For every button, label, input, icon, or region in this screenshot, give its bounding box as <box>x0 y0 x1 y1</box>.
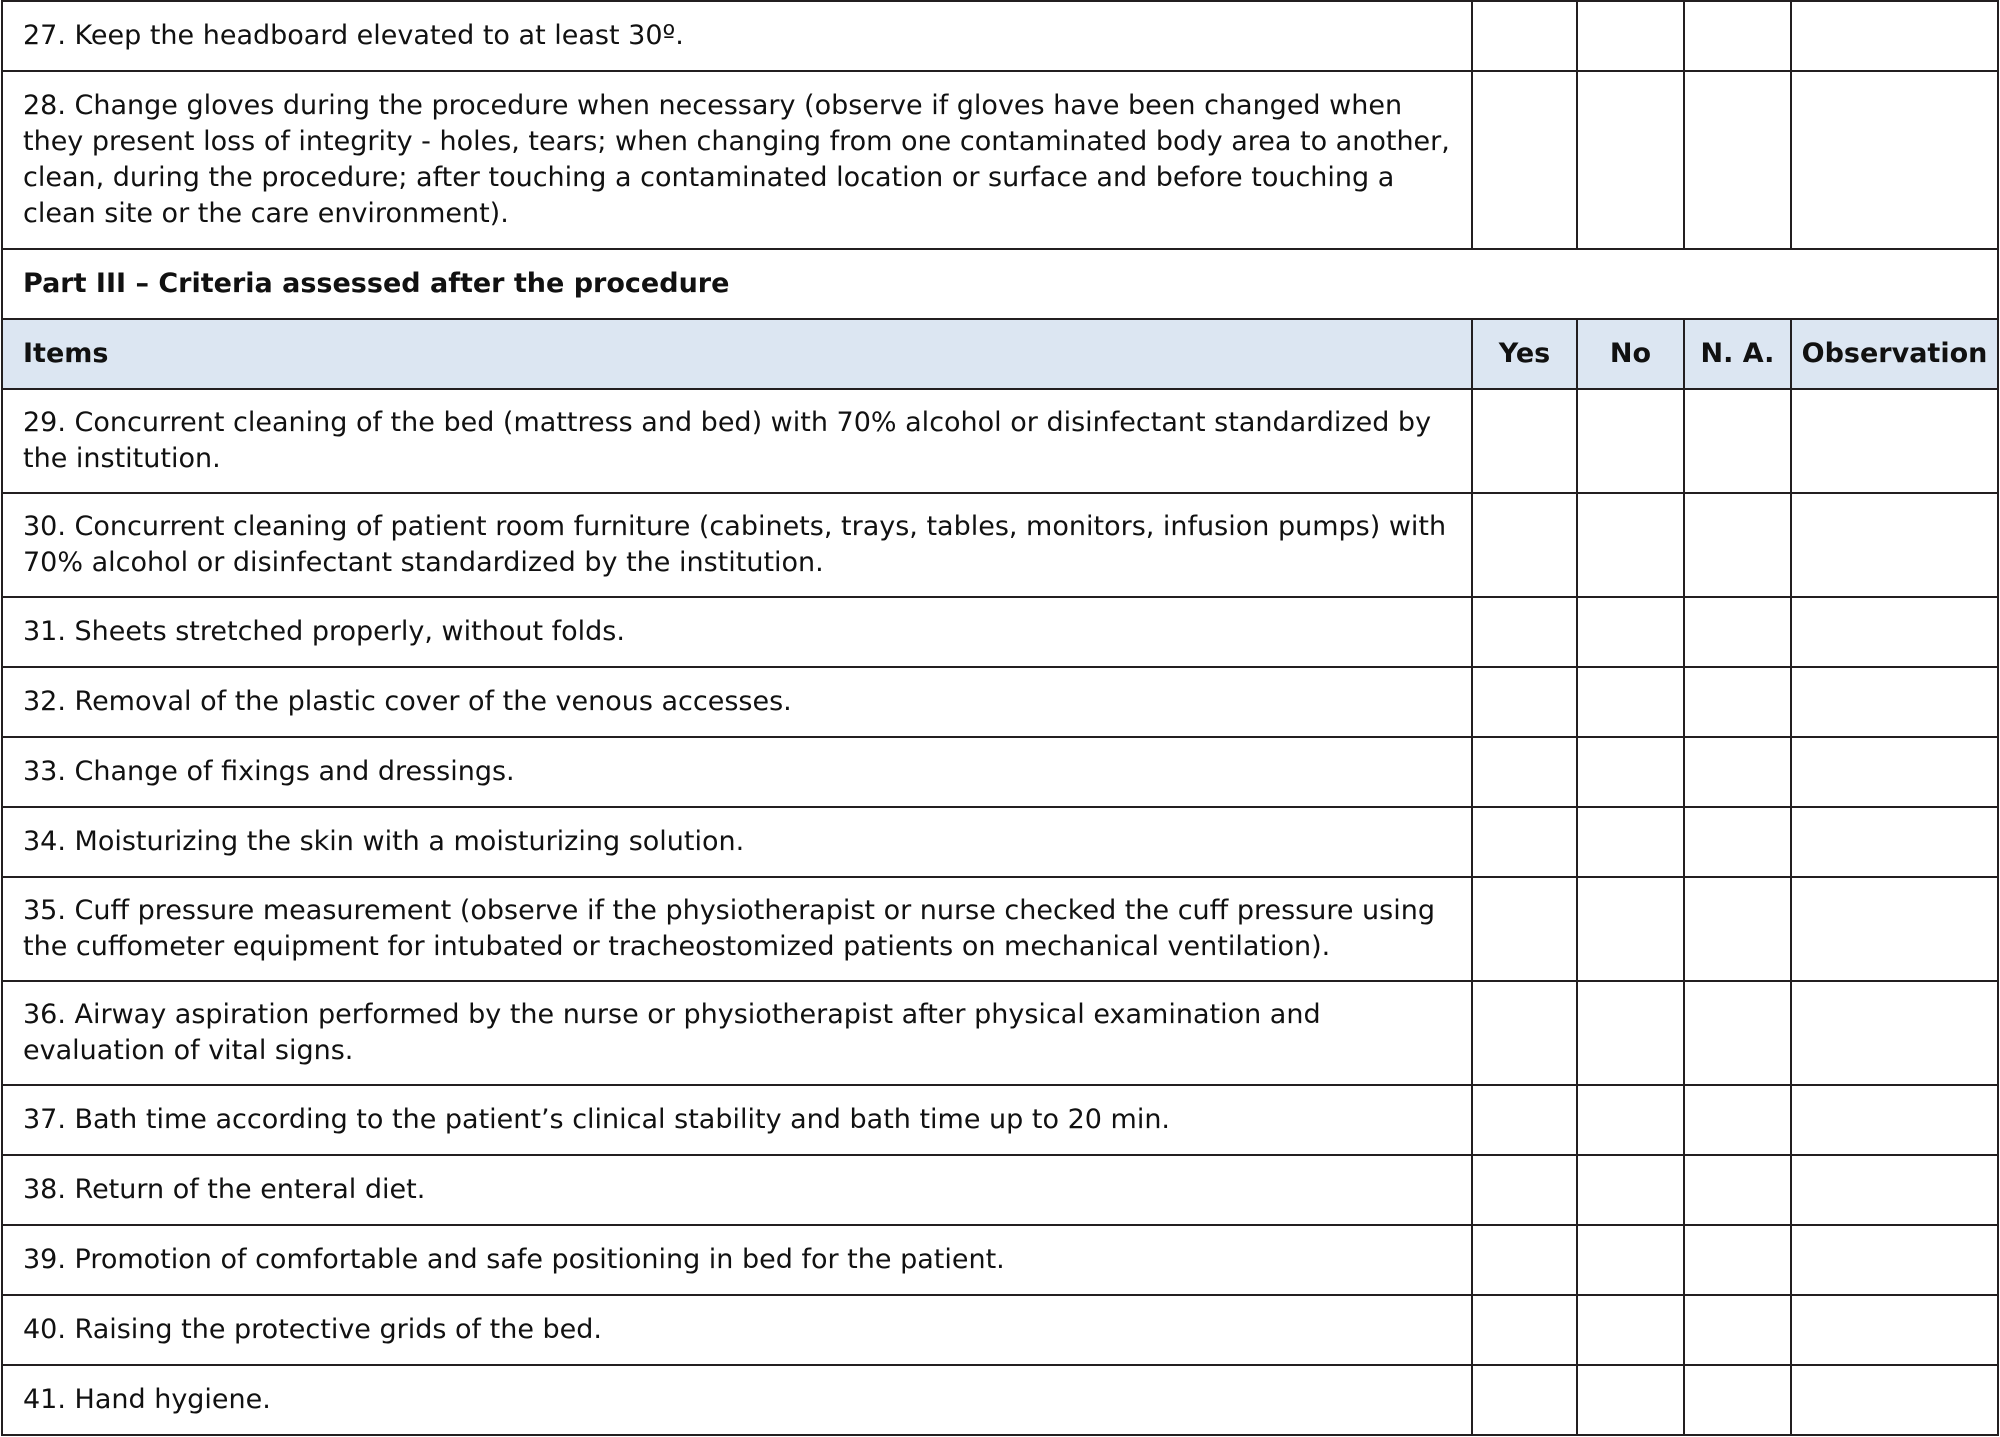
yes-column-header: Yes <box>1472 319 1577 389</box>
observation-cell[interactable] <box>1791 1225 1998 1295</box>
item-text: 41. Hand hygiene. <box>2 1365 1472 1435</box>
yes-cell[interactable] <box>1472 1365 1577 1435</box>
section-header-row <box>2 249 1998 319</box>
observation-cell[interactable] <box>1791 1365 1998 1435</box>
table-row <box>2 1 1998 71</box>
table-row <box>2 1295 1998 1365</box>
no-cell[interactable] <box>1577 1085 1684 1155</box>
na-cell[interactable] <box>1684 1225 1791 1295</box>
item-text: 37. Bath time according to the patient’s clinical stability and bath time up to 20 min. <box>2 1085 1472 1155</box>
observation-cell[interactable] <box>1791 981 1998 1085</box>
yes-cell[interactable] <box>1472 1155 1577 1225</box>
observation-cell[interactable] <box>1791 389 1998 493</box>
no-cell[interactable] <box>1577 597 1684 667</box>
table-row <box>2 389 1998 493</box>
no-cell[interactable] <box>1577 1 1684 71</box>
observation-cell[interactable] <box>1791 71 1998 249</box>
no-cell[interactable] <box>1577 389 1684 493</box>
na-column-header: N. A. <box>1684 319 1791 389</box>
items-column-header: Items <box>2 319 1472 389</box>
na-cell[interactable] <box>1684 1085 1791 1155</box>
item-text: 40. Raising the protective grids of the bed. <box>2 1295 1472 1365</box>
no-cell[interactable] <box>1577 981 1684 1085</box>
no-cell[interactable] <box>1577 1295 1684 1365</box>
observation-cell[interactable] <box>1791 667 1998 737</box>
yes-cell[interactable] <box>1472 389 1577 493</box>
na-cell[interactable] <box>1684 1155 1791 1225</box>
observation-cell[interactable] <box>1791 1085 1998 1155</box>
yes-cell[interactable] <box>1472 981 1577 1085</box>
item-text: 35. Cuff pressure measurement (observe if the physiotherapist or nurse checked the cuff pressure using the cuffometer equipment for intubated or tracheostomized patients on mechanical ventilation). <box>2 877 1472 981</box>
na-cell[interactable] <box>1684 1 1791 71</box>
na-cell[interactable] <box>1684 389 1791 493</box>
na-cell[interactable] <box>1684 71 1791 249</box>
observation-column-header: Observation <box>1791 319 1998 389</box>
table-row <box>2 71 1998 249</box>
table-row <box>2 667 1998 737</box>
no-column-header: No <box>1577 319 1684 389</box>
yes-cell[interactable] <box>1472 597 1577 667</box>
yes-cell[interactable] <box>1472 493 1577 597</box>
item-text: 38. Return of the enteral diet. <box>2 1155 1472 1225</box>
observation-cell[interactable] <box>1791 597 1998 667</box>
no-cell[interactable] <box>1577 877 1684 981</box>
item-text: 30. Concurrent cleaning of patient room furniture (cabinets, trays, tables, monitors, infusion pumps) with 70% alcohol or disinfectant standardized by the institution. <box>2 493 1472 597</box>
yes-cell[interactable] <box>1472 1295 1577 1365</box>
table-row <box>2 807 1998 877</box>
na-cell[interactable] <box>1684 807 1791 877</box>
yes-cell[interactable] <box>1472 667 1577 737</box>
yes-cell[interactable] <box>1472 877 1577 981</box>
yes-cell[interactable] <box>1472 1225 1577 1295</box>
na-cell[interactable] <box>1684 597 1791 667</box>
yes-cell[interactable] <box>1472 1 1577 71</box>
no-cell[interactable] <box>1577 1225 1684 1295</box>
yes-cell[interactable] <box>1472 1085 1577 1155</box>
table-row <box>2 1225 1998 1295</box>
yes-cell[interactable] <box>1472 737 1577 807</box>
observation-cell[interactable] <box>1791 807 1998 877</box>
na-cell[interactable] <box>1684 667 1791 737</box>
item-text: 29. Concurrent cleaning of the bed (mattress and bed) with 70% alcohol or disinfectant standardized by the institution. <box>2 389 1472 493</box>
no-cell[interactable] <box>1577 493 1684 597</box>
observation-cell[interactable] <box>1791 737 1998 807</box>
na-cell[interactable] <box>1684 737 1791 807</box>
na-cell[interactable] <box>1684 1295 1791 1365</box>
item-text: 28. Change gloves during the procedure when necessary (observe if gloves have been changed when they present loss of integrity - holes, tears; when changing from one contaminated body area to another, clean, during the procedure; after touching a contaminated location or surface and before touching a clean site or the care environment). <box>2 71 1472 249</box>
table-row <box>2 1085 1998 1155</box>
no-cell[interactable] <box>1577 667 1684 737</box>
table-row <box>2 1155 1998 1225</box>
na-cell[interactable] <box>1684 493 1791 597</box>
no-cell[interactable] <box>1577 1365 1684 1435</box>
table-row <box>2 1365 1998 1435</box>
observation-cell[interactable] <box>1791 877 1998 981</box>
na-cell[interactable] <box>1684 1365 1791 1435</box>
item-text: 27. Keep the headboard elevated to at least 30º. <box>2 1 1472 71</box>
na-cell[interactable] <box>1684 981 1791 1085</box>
column-header-row <box>2 319 1998 389</box>
table-row <box>2 597 1998 667</box>
observation-cell[interactable] <box>1791 1295 1998 1365</box>
item-text: 34. Moisturizing the skin with a moisturizing solution. <box>2 807 1472 877</box>
item-text: 32. Removal of the plastic cover of the venous accesses. <box>2 667 1472 737</box>
item-text: 36. Airway aspiration performed by the nurse or physiotherapist after physical examination and evaluation of vital signs. <box>2 981 1472 1085</box>
table-row <box>2 493 1998 597</box>
section-title: Part III – Criteria assessed after the procedure <box>2 249 1998 319</box>
yes-cell[interactable] <box>1472 807 1577 877</box>
na-cell[interactable] <box>1684 877 1791 981</box>
no-cell[interactable] <box>1577 807 1684 877</box>
item-text: 33. Change of fixings and dressings. <box>2 737 1472 807</box>
table-row <box>2 737 1998 807</box>
table-row <box>2 877 1998 981</box>
checklist-table <box>1 0 1999 1436</box>
item-text: 39. Promotion of comfortable and safe positioning in bed for the patient. <box>2 1225 1472 1295</box>
item-text: 31. Sheets stretched properly, without folds. <box>2 597 1472 667</box>
no-cell[interactable] <box>1577 737 1684 807</box>
observation-cell[interactable] <box>1791 1 1998 71</box>
yes-cell[interactable] <box>1472 71 1577 249</box>
no-cell[interactable] <box>1577 71 1684 249</box>
observation-cell[interactable] <box>1791 493 1998 597</box>
no-cell[interactable] <box>1577 1155 1684 1225</box>
table-row <box>2 981 1998 1085</box>
observation-cell[interactable] <box>1791 1155 1998 1225</box>
